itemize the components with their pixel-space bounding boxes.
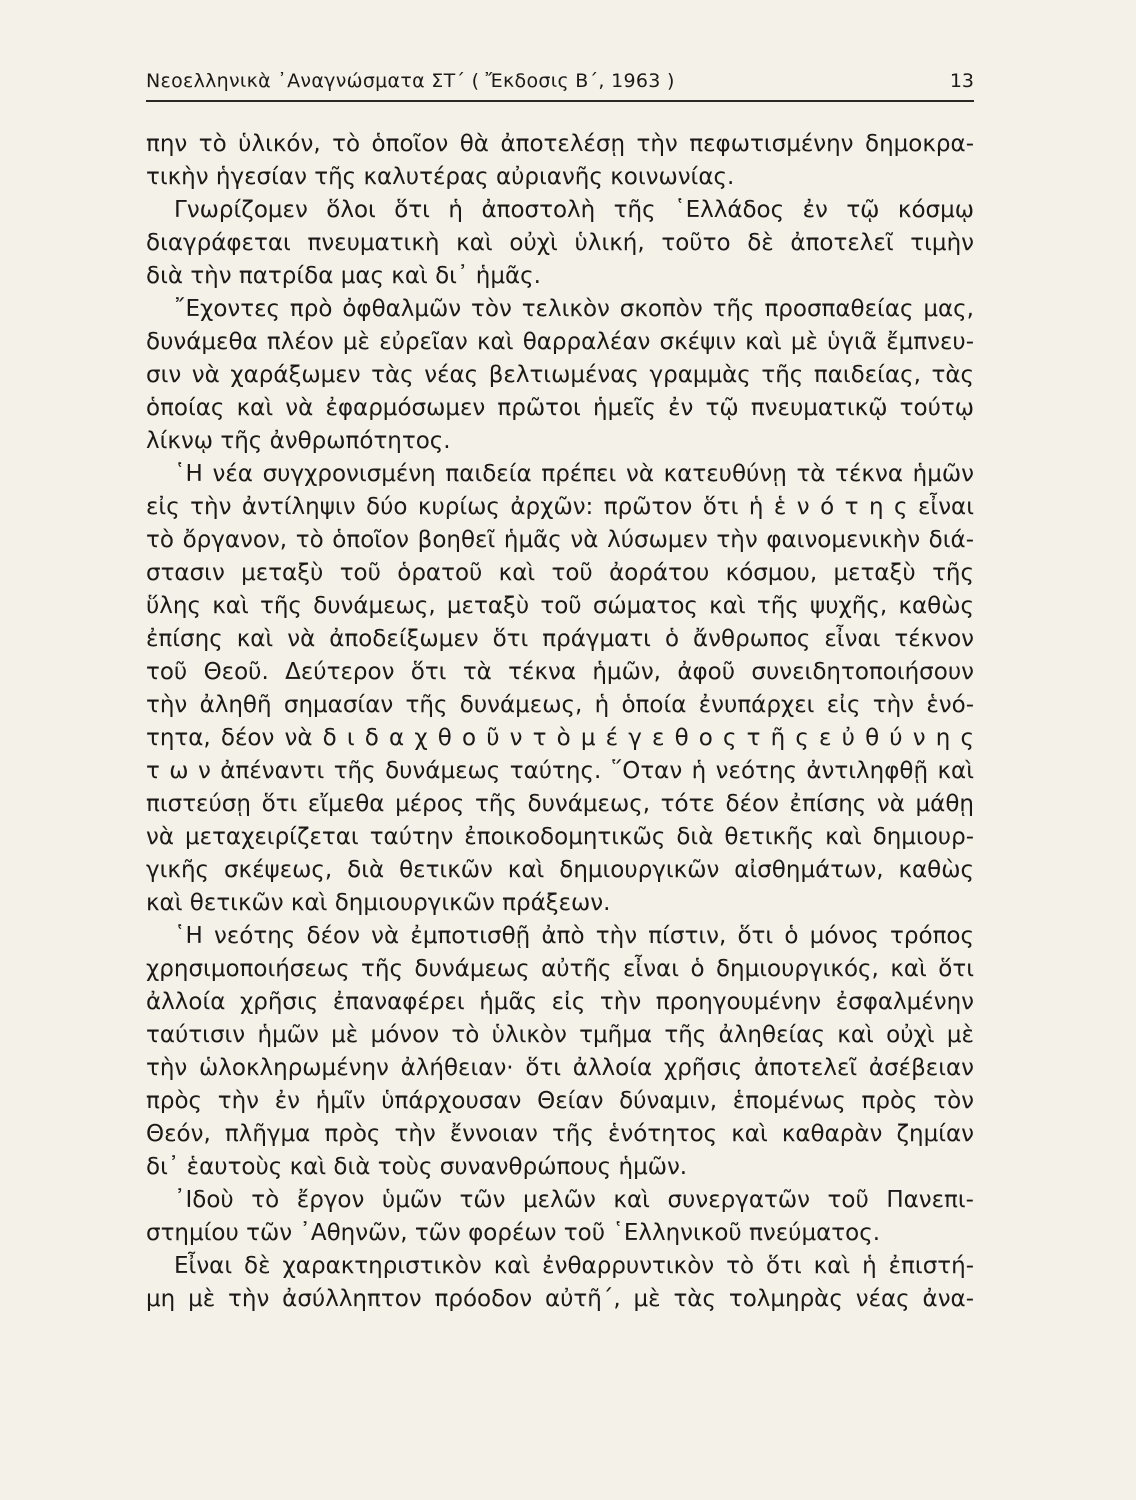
- text-line: τὴν ἀληθῆ σημασίαν τῆς δυνάμεως, ἡ ὁποία ἐνυπάρχει εἰς τὴν ἑνό-: [146, 692, 974, 718]
- text-line: γικῆς σκέψεως, διὰ θετικῶν καὶ δημιουργικῶν αἰσθημάτων, καθὼς: [146, 857, 974, 883]
- text-line: ὁποίας καὶ νὰ ἐφαρμόσωμεν πρῶτοι ἡμεῖς ἐν τῷ πνευματικῷ τούτῳ: [146, 395, 974, 421]
- text-line: διαγράφεται πνευματικὴ καὶ οὐχὶ ὑλική, τοῦτο δὲ ἀποτελεῖ τιμὴν: [146, 230, 974, 256]
- text-line: Εἶναι δὲ χαρακτηριστικὸν καὶ ἐνθαρρυντικὸν τὸ ὅτι καὶ ἡ ἐπιστή-: [174, 1253, 974, 1279]
- text-line: μη μὲ τὴν ἀσύλληπτον πρόοδον αὐτῆ΄, μὲ τὰς τολμηρὰς νέας ἀνα-: [146, 1286, 974, 1312]
- text-line: σιν νὰ χαράξωμεν τὰς νέας βελτιωμένας γραμμὰς τῆς παιδείας, τὰς: [146, 362, 974, 388]
- text-line: πην τὸ ὑλικόν, τὸ ὁποῖον θὰ ἀποτελέσῃ τὴν πεφωτισμένην δημοκρα-: [146, 131, 974, 157]
- text-line: δυνάμεθα πλέον μὲ εὐρεῖαν καὶ θαρραλέαν σκέψιν καὶ μὲ ὑγιᾶ ἔμπνευ-: [146, 329, 974, 355]
- text-line: λίκνῳ τῆς ἀνθρωπότητος.: [146, 428, 451, 454]
- text-line: ὕλης καὶ τῆς δυνάμεως, μεταξὺ τοῦ σώματος καὶ τῆς ψυχῆς, καθὼς: [146, 593, 974, 619]
- text-line: τοῦ Θεοῦ. Δεύτερον ὅτι τὰ τέκνα ἡμῶν, ἀφοῦ συνειδητοποιήσουν: [146, 659, 974, 685]
- text-line: νὰ μεταχειρίζεται ταύτην ἐποικοδομητικῶς διὰ θετικῆς καὶ δημιουρ-: [146, 824, 974, 850]
- running-header: [146, 64, 974, 102]
- text-line: ἀλλοία χρῆσις ἐπαναφέρει ἡμᾶς εἰς τὴν προηγουμένην ἐσφαλμένην: [146, 989, 974, 1015]
- text-line: εἰς τὴν ἀντίληψιν δύο κυρίως ἀρχῶν: πρῶτον ὅτι ἡ ἑ ν ό τ η ς εἶναι: [146, 494, 974, 520]
- text-line: τ ω ν ἀπέναντι τῆς δυνάμεως ταύτης. ῞Οταν ἡ νεότης ἀντιληφθῇ καὶ: [146, 758, 974, 784]
- text-line: ταύτισιν ἡμῶν μὲ μόνον τὸ ὑλικὸν τμῆμα τῆς ἀληθείας καὶ οὐχὶ μὲ: [146, 1022, 974, 1048]
- text-line: χρησιμοποιήσεως τῆς δυνάμεως αὐτῆς εἶναι ὁ δημιουργικός, καὶ ὅτι: [146, 956, 974, 982]
- text-line: ῾Η νέα συγχρονισμένη παιδεία πρέπει νὰ κατευθύνῃ τὰ τέκνα ἡμῶν: [174, 461, 974, 487]
- text-line: διὰ τὴν πατρίδα μας καὶ δι᾿ ἡμᾶς.: [146, 263, 541, 289]
- body-text: [146, 128, 974, 1316]
- book-title: Νεοελληνικὰ ᾿Αναγνώσματα ΣΤ΄ ( Ἔκδοσις Β΄, 1963 ): [146, 70, 675, 92]
- text-line: πιστεύσῃ ὅτι εἴμεθα μέρος τῆς δυνάμεως, τότε δέον ἐπίσης νὰ μάθῃ: [146, 791, 974, 817]
- text-line: πρὸς τὴν ἐν ἡμῖν ὑπάρχουσαν Θείαν δύναμιν, ἑπομένως πρὸς τὸν: [146, 1088, 974, 1114]
- text-line: τικὴν ἡγεσίαν τῆς καλυτέρας αὐριανῆς κοινωνίας.: [146, 164, 735, 190]
- text-line: τὴν ὡλοκληρωμένην ἀλήθειαν· ὅτι ἀλλοία χρῆσις ἀποτελεῖ ἀσέβειαν: [146, 1055, 974, 1081]
- text-line: δι᾿ ἑαυτοὺς καὶ διὰ τοὺς συνανθρώπους ἡμῶν.: [146, 1154, 688, 1180]
- text-line: ῎Εχοντες πρὸ ὀφθαλμῶν τὸν τελικὸν σκοπὸν τῆς προσπαθείας μας,: [174, 296, 974, 322]
- text-line: τητα, δέον νὰ δ ι δ α χ θ ο ῦ ν τ ὸ μ έ γ ε θ ο ς τ ῆ ς ε ὐ θ ύ ν η ς: [146, 725, 974, 751]
- text-line: στημίου τῶν ᾿Αθηνῶν, τῶν φορέων τοῦ ῾Ελληνικοῦ πνεύματος.: [146, 1220, 881, 1246]
- text-line: Γνωρίζομεν ὅλοι ὅτι ἡ ἀποστολὴ τῆς ῾Ελλάδος ἐν τῷ κόσμῳ: [174, 197, 974, 223]
- text-line: καὶ θετικῶν καὶ δημιουργικῶν πράξεων.: [146, 890, 611, 916]
- text-line: ῾Η νεότης δέον νὰ ἐμποτισθῇ ἀπὸ τὴν πίστιν, ὅτι ὁ μόνος τρόπος: [174, 923, 974, 949]
- page-number: 13: [949, 70, 974, 92]
- text-line: Θεόν, πλῆγμα πρὸς τὴν ἔννοιαν τῆς ἑνότητος καὶ καθαρὰν ζημίαν: [146, 1121, 974, 1147]
- text-line: ἐπίσης καὶ νὰ ἀποδείξωμεν ὅτι πράγματι ὁ ἄνθρωπος εἶναι τέκνον: [146, 626, 974, 652]
- text-line: ᾿Ιδοὺ τὸ ἔργον ὑμῶν τῶν μελῶν καὶ συνεργατῶν τοῦ Πανεπι-: [174, 1187, 974, 1213]
- text-line: στασιν μεταξὺ τοῦ ὁρατοῦ καὶ τοῦ ἀοράτου κόσμου, μεταξὺ τῆς: [146, 560, 974, 586]
- text-line: τὸ ὄργανον, τὸ ὁποῖον βοηθεῖ ἡμᾶς νὰ λύσωμεν τὴν φαινομενικὴν διά-: [146, 527, 974, 553]
